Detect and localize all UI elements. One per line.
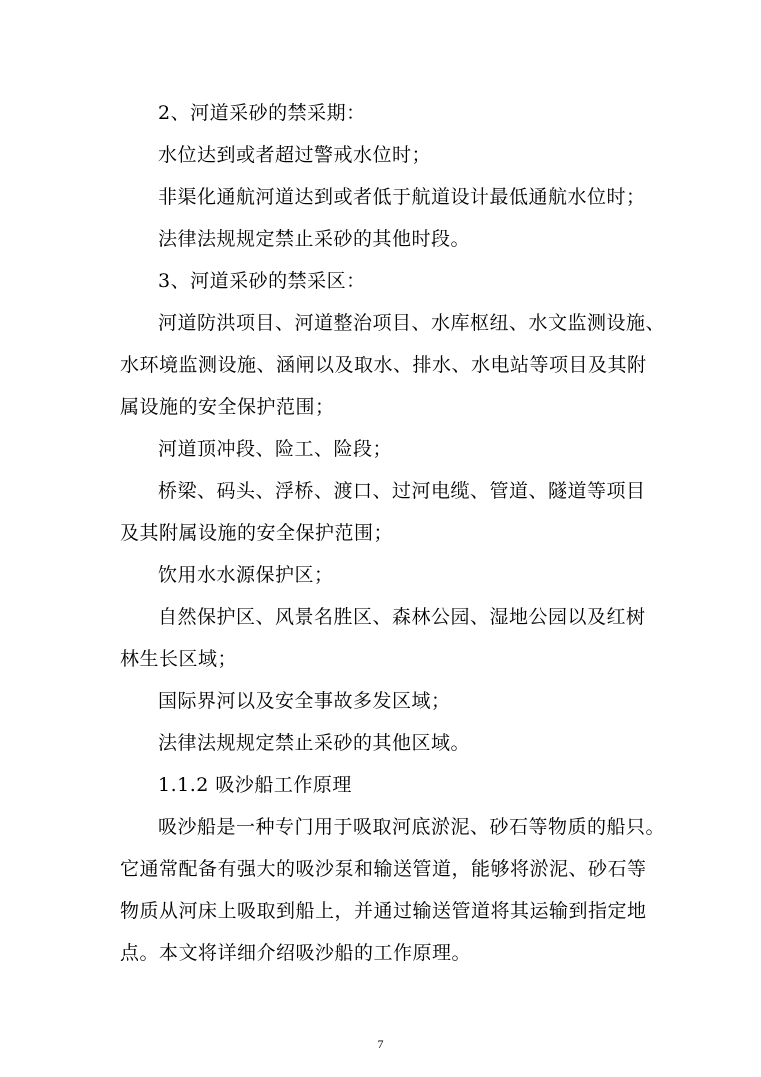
text-line: 法律法规规定禁止采砂的其他区域。 xyxy=(158,732,471,754)
text-line: 河道防洪项目、河道整治项目、水库枢纽、水文监测设施、 xyxy=(158,312,666,334)
text-line: 河道顶冲段、险工、险段； xyxy=(158,438,393,460)
text-line: 非渠化通航河道达到或者低于航道设计最低通航水位时； xyxy=(158,186,646,208)
body-text xyxy=(120,92,666,974)
text-line: 自然保护区、风景名胜区、森林公园、湿地公园以及红树 xyxy=(158,606,646,628)
text-line: 3、河道采砂的禁采区： xyxy=(158,270,366,292)
text-line: 饮用水水源保护区； xyxy=(158,564,334,586)
text-line: 点。本文将详细介绍吸沙船的工作原理。 xyxy=(120,942,472,964)
text-line: 及其附属设施的安全保护范围； xyxy=(120,522,394,544)
text-line: 桥梁、码头、浮桥、渡口、过河电缆、管道、隧道等项目 xyxy=(158,480,646,502)
section-heading: 1.1.2 吸沙船工作原理 xyxy=(158,774,352,796)
text-line: 属设施的安全保护范围； xyxy=(120,396,335,418)
text-line: 2、河道采砂的禁采期： xyxy=(158,102,366,124)
text-line: 吸沙船是一种专门用于吸取河底淤泥、砂石等物质的船只。 xyxy=(158,816,666,838)
text-line: 国际界河以及安全事故多发区域； xyxy=(158,690,451,712)
text-line: 法律法规规定禁止采砂的其他时段。 xyxy=(158,228,471,250)
text-line: 水环境监测设施、涵闸以及取水、排水、水电站等项目及其附 xyxy=(120,354,647,376)
text-line: 它通常配备有强大的吸沙泵和输送管道，能够将淤泥、砂石等 xyxy=(120,858,647,880)
text-line: 物质从河床上吸取到船上，并通过输送管道将其运输到指定地 xyxy=(120,900,647,922)
page-number: 7 xyxy=(377,1037,384,1051)
text-line: 林生长区域； xyxy=(120,648,238,670)
text-line: 水位达到或者超过警戒水位时； xyxy=(158,144,432,166)
